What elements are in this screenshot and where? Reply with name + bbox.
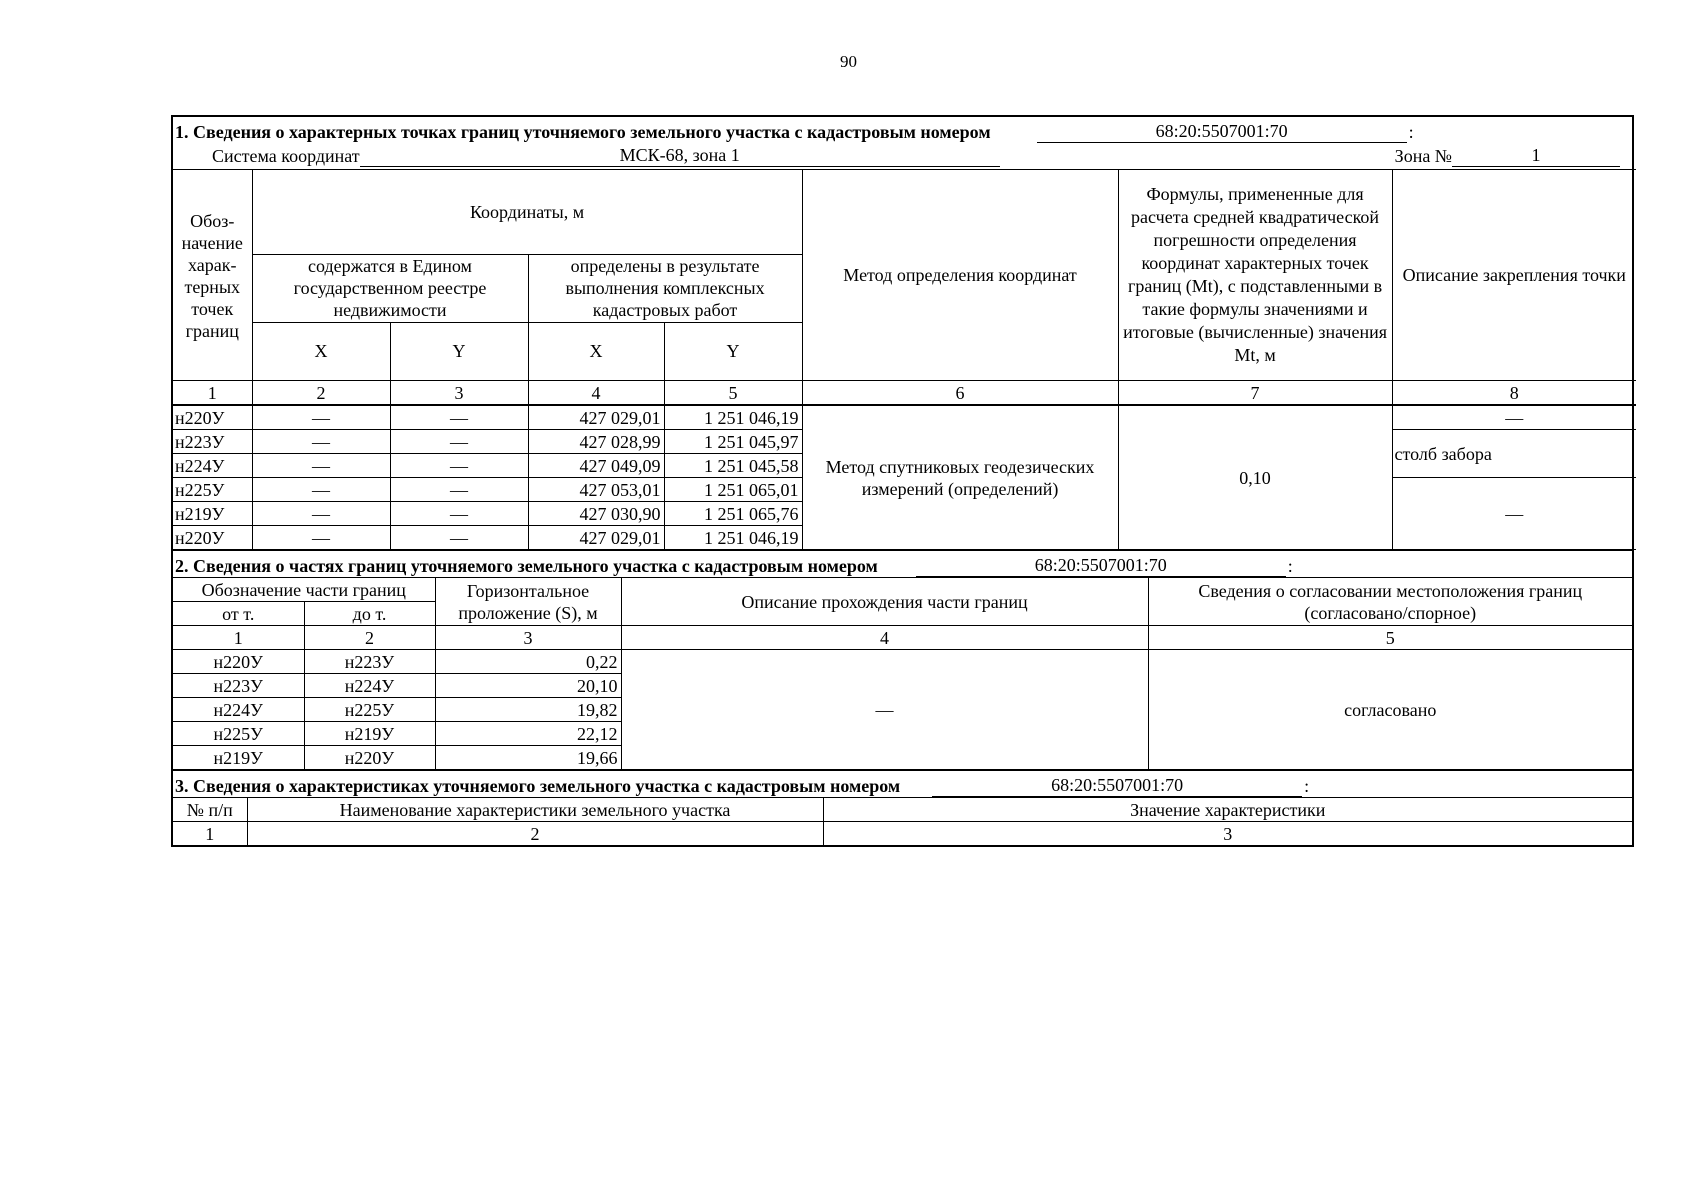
fixing-value: — [1392, 478, 1636, 550]
coord-system-value: МСК-68, зона 1 [360, 145, 1000, 167]
header-agreement: Сведения о согласовании местоположения границ (согласовано/спорное) [1148, 578, 1632, 626]
from-point: н225У [173, 722, 304, 746]
horizontal-value: 19,82 [435, 698, 621, 722]
section1-column-numbers [173, 381, 1636, 406]
section1-title: 1. Сведения о характерных точках границ уточняемого земельного участка с кадастровым номером [175, 122, 991, 142]
section2-column-numbers [173, 626, 1632, 650]
section2-header [173, 550, 1632, 577]
mt-value: 0,10 [1118, 405, 1392, 550]
egrn-x: — [252, 502, 390, 526]
complex-x: 427 030,90 [528, 502, 664, 526]
egrn-x: — [252, 454, 390, 478]
point-name: н220У [173, 405, 252, 430]
egrn-x: — [252, 478, 390, 502]
from-point: н223У [173, 674, 304, 698]
section1-title-line [175, 119, 1630, 143]
header-coordinates: Координаты, м [252, 170, 802, 255]
colnum: 6 [802, 381, 1118, 406]
agreement-value: согласовано [1148, 650, 1632, 770]
colnum: 2 [304, 626, 435, 650]
header-num: № п/п [173, 798, 247, 822]
to-point: н219У [304, 722, 435, 746]
complex-y: 1 251 045,58 [664, 454, 802, 478]
section1-colon: : [1408, 122, 1414, 142]
colnum: 2 [247, 822, 823, 846]
zone-label: Зона № [1394, 146, 1452, 166]
section3-column-numbers [173, 822, 1632, 846]
table-row [173, 405, 1636, 430]
method-value: Метод спутниковых геодезических измерений (определений) [802, 405, 1118, 550]
section3-colon: : [1304, 776, 1310, 796]
coord-system-label: Система координат [212, 146, 360, 166]
from-point: н219У [173, 746, 304, 770]
colnum: 1 [173, 381, 252, 406]
colnum: 5 [664, 381, 802, 406]
horizontal-value: 20,10 [435, 674, 621, 698]
point-name: н220У [173, 526, 252, 550]
header-egrn: содержатся в Едином государственном реестре недвижимости [252, 254, 528, 322]
to-point: н224У [304, 674, 435, 698]
section2-table [173, 577, 1632, 770]
point-name: н225У [173, 478, 252, 502]
cadastral-form [171, 115, 1634, 847]
header-name: Наименование характеристики земельного участка [247, 798, 823, 822]
egrn-x: — [252, 526, 390, 550]
point-name: н223У [173, 430, 252, 454]
header-formulas: Формулы, примененные для расчета средней квадратической погрешности определения координат характерных точек границ (Mt), с подставленными в такие формулы значениями и итоговые (вычисленные) значения Mt, м [1118, 170, 1392, 381]
zone-value: 1 [1452, 145, 1620, 167]
header-fixing: Описание закрепления точки [1392, 170, 1636, 381]
colnum: 3 [435, 626, 621, 650]
colnum: 5 [1148, 626, 1632, 650]
horizontal-value: 22,12 [435, 722, 621, 746]
complex-x: 427 053,01 [528, 478, 664, 502]
egrn-y: — [390, 405, 528, 430]
colnum: 1 [173, 626, 304, 650]
to-point: н225У [304, 698, 435, 722]
egrn-y: — [390, 454, 528, 478]
section3-title: 3. Сведения о характеристиках уточняемого земельного участка с кадастровым номером [175, 776, 901, 796]
colnum: 3 [390, 381, 528, 406]
fixing-value: — [1392, 405, 1636, 430]
header-y2: Y [664, 322, 802, 380]
to-point: н220У [304, 746, 435, 770]
header-x1: X [252, 322, 390, 380]
header-to: до т. [304, 602, 435, 626]
header-value: Значение характеристики [823, 798, 1632, 822]
coord-system-line [175, 143, 1630, 167]
section2-cadastral-number: 68:20:5507001:70 [916, 555, 1286, 577]
colnum: 3 [823, 822, 1632, 846]
header-y1: Y [390, 322, 528, 380]
point-name: н224У [173, 454, 252, 478]
colnum: 4 [528, 381, 664, 406]
colnum: 1 [173, 822, 247, 846]
complex-x: 427 029,01 [528, 526, 664, 550]
egrn-y: — [390, 502, 528, 526]
table-row [173, 650, 1632, 674]
complex-x: 427 029,01 [528, 405, 664, 430]
complex-y: 1 251 065,76 [664, 502, 802, 526]
page-number: 90 [840, 52, 857, 71]
section2-colon: : [1287, 556, 1293, 576]
complex-y: 1 251 046,19 [664, 526, 802, 550]
from-point: н224У [173, 698, 304, 722]
egrn-y: — [390, 478, 528, 502]
from-point: н220У [173, 650, 304, 674]
section1-table [173, 169, 1636, 550]
header-description: Описание прохождения части границ [621, 578, 1148, 626]
section1-cadastral-number: 68:20:5507001:70 [1037, 121, 1407, 143]
header-x2: X [528, 322, 664, 380]
section2-title: 2. Сведения о частях границ уточняемого земельного участка с кадастровым номером [175, 556, 878, 576]
colnum: 4 [621, 626, 1148, 650]
complex-x: 427 028,99 [528, 430, 664, 454]
egrn-y: — [390, 526, 528, 550]
section3-table [173, 797, 1632, 845]
header-part-designation: Обозначение части границ [173, 578, 435, 602]
horizontal-value: 19,66 [435, 746, 621, 770]
header-method: Метод определения координат [802, 170, 1118, 381]
colnum: 7 [1118, 381, 1392, 406]
header-designation: Обоз-начение харак-терных точек границ [173, 170, 252, 381]
horizontal-value: 0,22 [435, 650, 621, 674]
section1-header [173, 117, 1632, 169]
colnum: 2 [252, 381, 390, 406]
egrn-x: — [252, 430, 390, 454]
complex-y: 1 251 045,97 [664, 430, 802, 454]
section3-cadastral-number: 68:20:5507001:70 [932, 775, 1302, 797]
egrn-y: — [390, 430, 528, 454]
egrn-x: — [252, 405, 390, 430]
complex-y: 1 251 065,01 [664, 478, 802, 502]
complex-y: 1 251 046,19 [664, 405, 802, 430]
colnum: 8 [1392, 381, 1636, 406]
header-from: от т. [173, 602, 304, 626]
point-name: н219У [173, 502, 252, 526]
fixing-value: столб забора [1392, 430, 1636, 478]
to-point: н223У [304, 650, 435, 674]
section3-header [173, 770, 1632, 797]
header-horizontal: Горизонтальное проложение (S), м [435, 578, 621, 626]
header-complex: определены в результате выполнения комплексных кадастровых работ [528, 254, 802, 322]
complex-x: 427 049,09 [528, 454, 664, 478]
description-value: — [621, 650, 1148, 770]
